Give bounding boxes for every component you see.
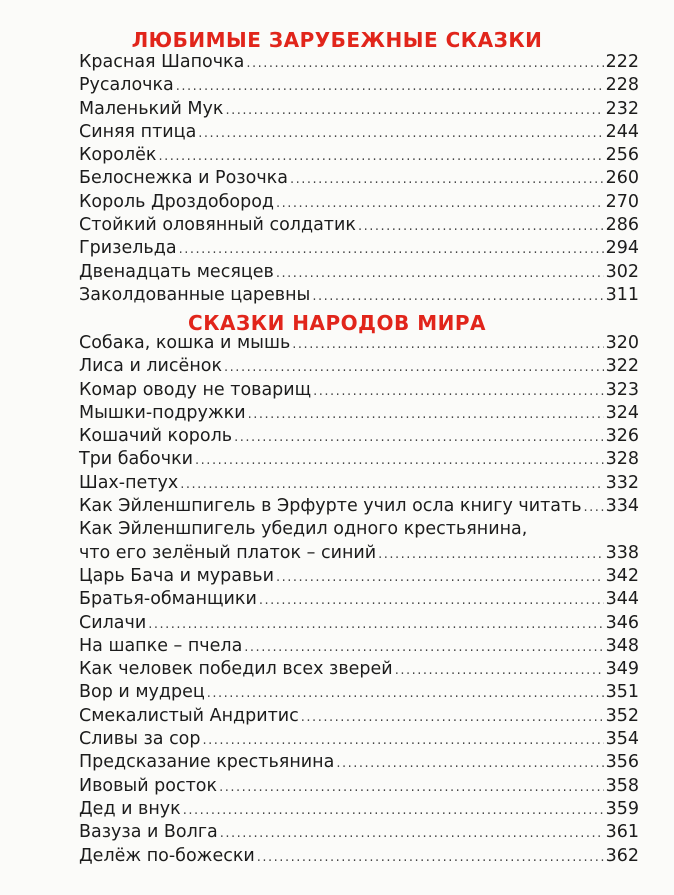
- dot-leader: [257, 845, 604, 869]
- toc-entry-page-number: 352: [605, 705, 639, 726]
- toc-entry-title: Кошачий король: [79, 426, 233, 447]
- toc-entry-page-number: 361: [605, 822, 639, 843]
- toc-entry-page-number: 260: [605, 168, 639, 189]
- toc-entry: [79, 681, 639, 704]
- toc-entry: [79, 612, 639, 635]
- toc-entry-title: Сливы за сор: [79, 729, 201, 750]
- toc-entry-title: Как Эйленшпигель в Эрфурте учил осла книгу читать: [79, 496, 582, 517]
- toc-entry: [79, 191, 639, 214]
- toc-entry-title: Шах-петух: [79, 472, 179, 493]
- toc-entry-page-number: 338: [605, 542, 639, 563]
- toc-entry-page-number: 232: [605, 98, 639, 119]
- toc-entry: [79, 495, 639, 518]
- dot-leader: [198, 121, 603, 145]
- toc-entry-title: Стойкий оловянный солдатик: [79, 215, 356, 236]
- toc-entry: [79, 821, 639, 844]
- dot-leader: [225, 98, 603, 122]
- dot-leader: [244, 635, 603, 659]
- toc-entry-title: Смекалистый Андритис: [79, 705, 299, 726]
- toc-entry-title: Белоснежка и Розочка: [79, 168, 288, 189]
- toc-entry-title: Королёк: [79, 145, 157, 166]
- toc-entry-page-number: 286: [605, 215, 639, 236]
- dot-leader: [584, 495, 604, 519]
- toc-entry: [79, 635, 639, 658]
- toc-entry: [79, 565, 639, 588]
- toc-entry-page-number: 311: [605, 284, 639, 305]
- toc-entry-title: Силачи: [79, 612, 147, 633]
- toc-entry-title: Три бабочки: [79, 449, 194, 470]
- toc-entry-title: Комар оводу не товарищ: [79, 379, 312, 400]
- toc-entry-page-number: 323: [605, 379, 639, 400]
- dot-leader: [301, 705, 604, 729]
- toc-entry: [79, 728, 639, 751]
- toc-entry-title: что его зелёный платок – синий: [79, 542, 377, 563]
- toc-entry: [79, 798, 639, 821]
- toc-entry-page-number: 349: [605, 659, 639, 680]
- toc-entry-page-number: 244: [605, 121, 639, 142]
- toc-entry: [79, 588, 639, 611]
- toc-entry-title: Мышки-подружки: [79, 402, 246, 423]
- section-title-world-folk-tales: СКАЗКИ НАРОДОВ МИРА: [188, 311, 486, 335]
- toc-entry: [79, 98, 639, 121]
- toc-entry-title: Делёж по-божески: [79, 845, 255, 866]
- toc-entry: [79, 355, 639, 378]
- toc-entry-page-number: 346: [605, 612, 639, 633]
- toc-entry: [79, 658, 639, 681]
- toc-entry-title: Синяя птица: [79, 121, 197, 142]
- dot-leader: [148, 612, 603, 636]
- toc-entry-title: Вазуза и Волга: [79, 822, 218, 843]
- toc-entry-title: Красная Шапочка: [79, 52, 245, 72]
- toc-entry-page-number: 320: [605, 333, 639, 353]
- dot-leader: [246, 51, 603, 75]
- toc-entry-page-number: 342: [605, 565, 639, 586]
- toc-entry-title: Царь Бача и муравьи: [79, 565, 274, 586]
- dot-leader: [220, 821, 604, 845]
- dot-leader: [234, 425, 603, 449]
- dot-leader: [180, 472, 603, 496]
- toc-entry-page-number: 326: [605, 426, 639, 447]
- toc-entry: [79, 261, 639, 284]
- toc-entry: [79, 332, 639, 355]
- toc-entry-title: Король Дроздобород: [79, 191, 275, 212]
- dot-leader: [219, 775, 604, 799]
- dot-leader: [203, 728, 604, 752]
- toc-entry: [79, 425, 639, 448]
- toc-entry-page-number: 324: [605, 402, 639, 423]
- toc-entry-page-number: 356: [605, 752, 639, 773]
- dot-leader: [276, 191, 604, 215]
- section-title-favorite-foreign-tales: ЛЮБИМЫЕ ЗАРУБЕЖНЫЕ СКАЗКИ: [131, 28, 543, 52]
- toc-entry-page-number: 359: [605, 798, 639, 819]
- dot-leader: [158, 144, 603, 168]
- dot-leader: [395, 658, 604, 682]
- dot-leader: [259, 588, 604, 612]
- toc-entry: [79, 214, 639, 237]
- toc-entry-title: Как человек победил всех зверей: [79, 659, 393, 680]
- toc-entry-page-number: 354: [605, 729, 639, 750]
- toc-entry-page-number: 228: [605, 75, 639, 96]
- toc-entry: [79, 402, 639, 425]
- dot-leader: [248, 402, 604, 426]
- toc-entry: [79, 51, 639, 74]
- toc-entry-title: Братья-обманщики: [79, 589, 257, 610]
- toc-entry: [79, 121, 639, 144]
- dot-leader: [207, 681, 604, 705]
- toc-entry-title: Двенадцать месяцев: [79, 261, 274, 282]
- toc-entry-title: Лиса и лисёнок: [79, 356, 223, 377]
- toc-entry-title: Гризельда: [79, 238, 177, 259]
- dot-leader: [313, 379, 603, 403]
- dot-leader: [224, 355, 604, 379]
- toc-entry-page-number: 351: [605, 682, 639, 703]
- toc-entry: [79, 237, 639, 260]
- dot-leader: [276, 261, 604, 285]
- toc-entry-page-number: 294: [605, 238, 639, 259]
- toc-entry-page-number: 344: [605, 589, 639, 610]
- toc-entry-page-number: 270: [605, 191, 639, 212]
- toc-entry-page-number: 334: [605, 496, 639, 517]
- toc-entry-title: Предсказание крестьянина: [79, 752, 335, 773]
- dot-leader: [312, 284, 603, 308]
- dot-leader: [292, 332, 603, 356]
- toc-entry-page-number: 302: [605, 261, 639, 282]
- toc-entry-page-number: 322: [605, 356, 639, 377]
- toc-entry-page-number: 332: [605, 472, 639, 493]
- toc-entry-title: Вор и мудрец: [79, 682, 205, 703]
- toc-entry: [79, 845, 639, 868]
- toc-entry-page-number: 348: [605, 635, 639, 656]
- toc-entry-page-number: 256: [605, 145, 639, 166]
- toc-entry: [79, 705, 639, 728]
- toc-entry-page-number: 362: [605, 845, 639, 866]
- toc-list-world-folk-tales: [79, 332, 639, 868]
- dot-leader: [183, 798, 604, 822]
- toc-entry-page-number: 358: [605, 775, 639, 796]
- toc-entry: [79, 775, 639, 798]
- toc-entry: [79, 167, 639, 190]
- toc-entry: [79, 379, 639, 402]
- toc-entry-title: Маленький Мук: [79, 98, 224, 119]
- toc-entry-title: На шапке – пчела: [79, 635, 243, 656]
- toc-entry: [79, 518, 639, 541]
- toc-entry: [79, 284, 639, 307]
- toc-entry-title: Русалочка: [79, 75, 174, 96]
- dot-leader: [276, 565, 604, 589]
- toc-entry: [79, 144, 639, 167]
- toc-entry-page-number: 328: [605, 449, 639, 470]
- toc-entry-title: Заколдованные царевны: [79, 284, 311, 305]
- toc-entry-title: Как Эйленшпигель убедил одного крестьянина,: [79, 519, 528, 540]
- dot-leader: [179, 237, 604, 261]
- toc-entry: [79, 448, 639, 471]
- toc-entry: [79, 542, 639, 565]
- toc-entry: [79, 751, 639, 774]
- toc-list-foreign-tales: [79, 51, 639, 307]
- toc-entry-title: Ивовый росток: [79, 775, 218, 796]
- dot-leader: [290, 167, 604, 191]
- dot-leader: [336, 751, 603, 775]
- dot-leader: [176, 74, 604, 98]
- dot-leader: [378, 542, 603, 566]
- toc-entry-title: Собака, кошка и мышь: [79, 333, 291, 353]
- toc-entry-page-number: 222: [605, 52, 639, 72]
- dot-leader: [358, 214, 604, 238]
- toc-entry-title: Дед и внук: [79, 798, 181, 819]
- toc-entry: [79, 472, 639, 495]
- toc-entry: [79, 74, 639, 97]
- dot-leader: [195, 448, 604, 472]
